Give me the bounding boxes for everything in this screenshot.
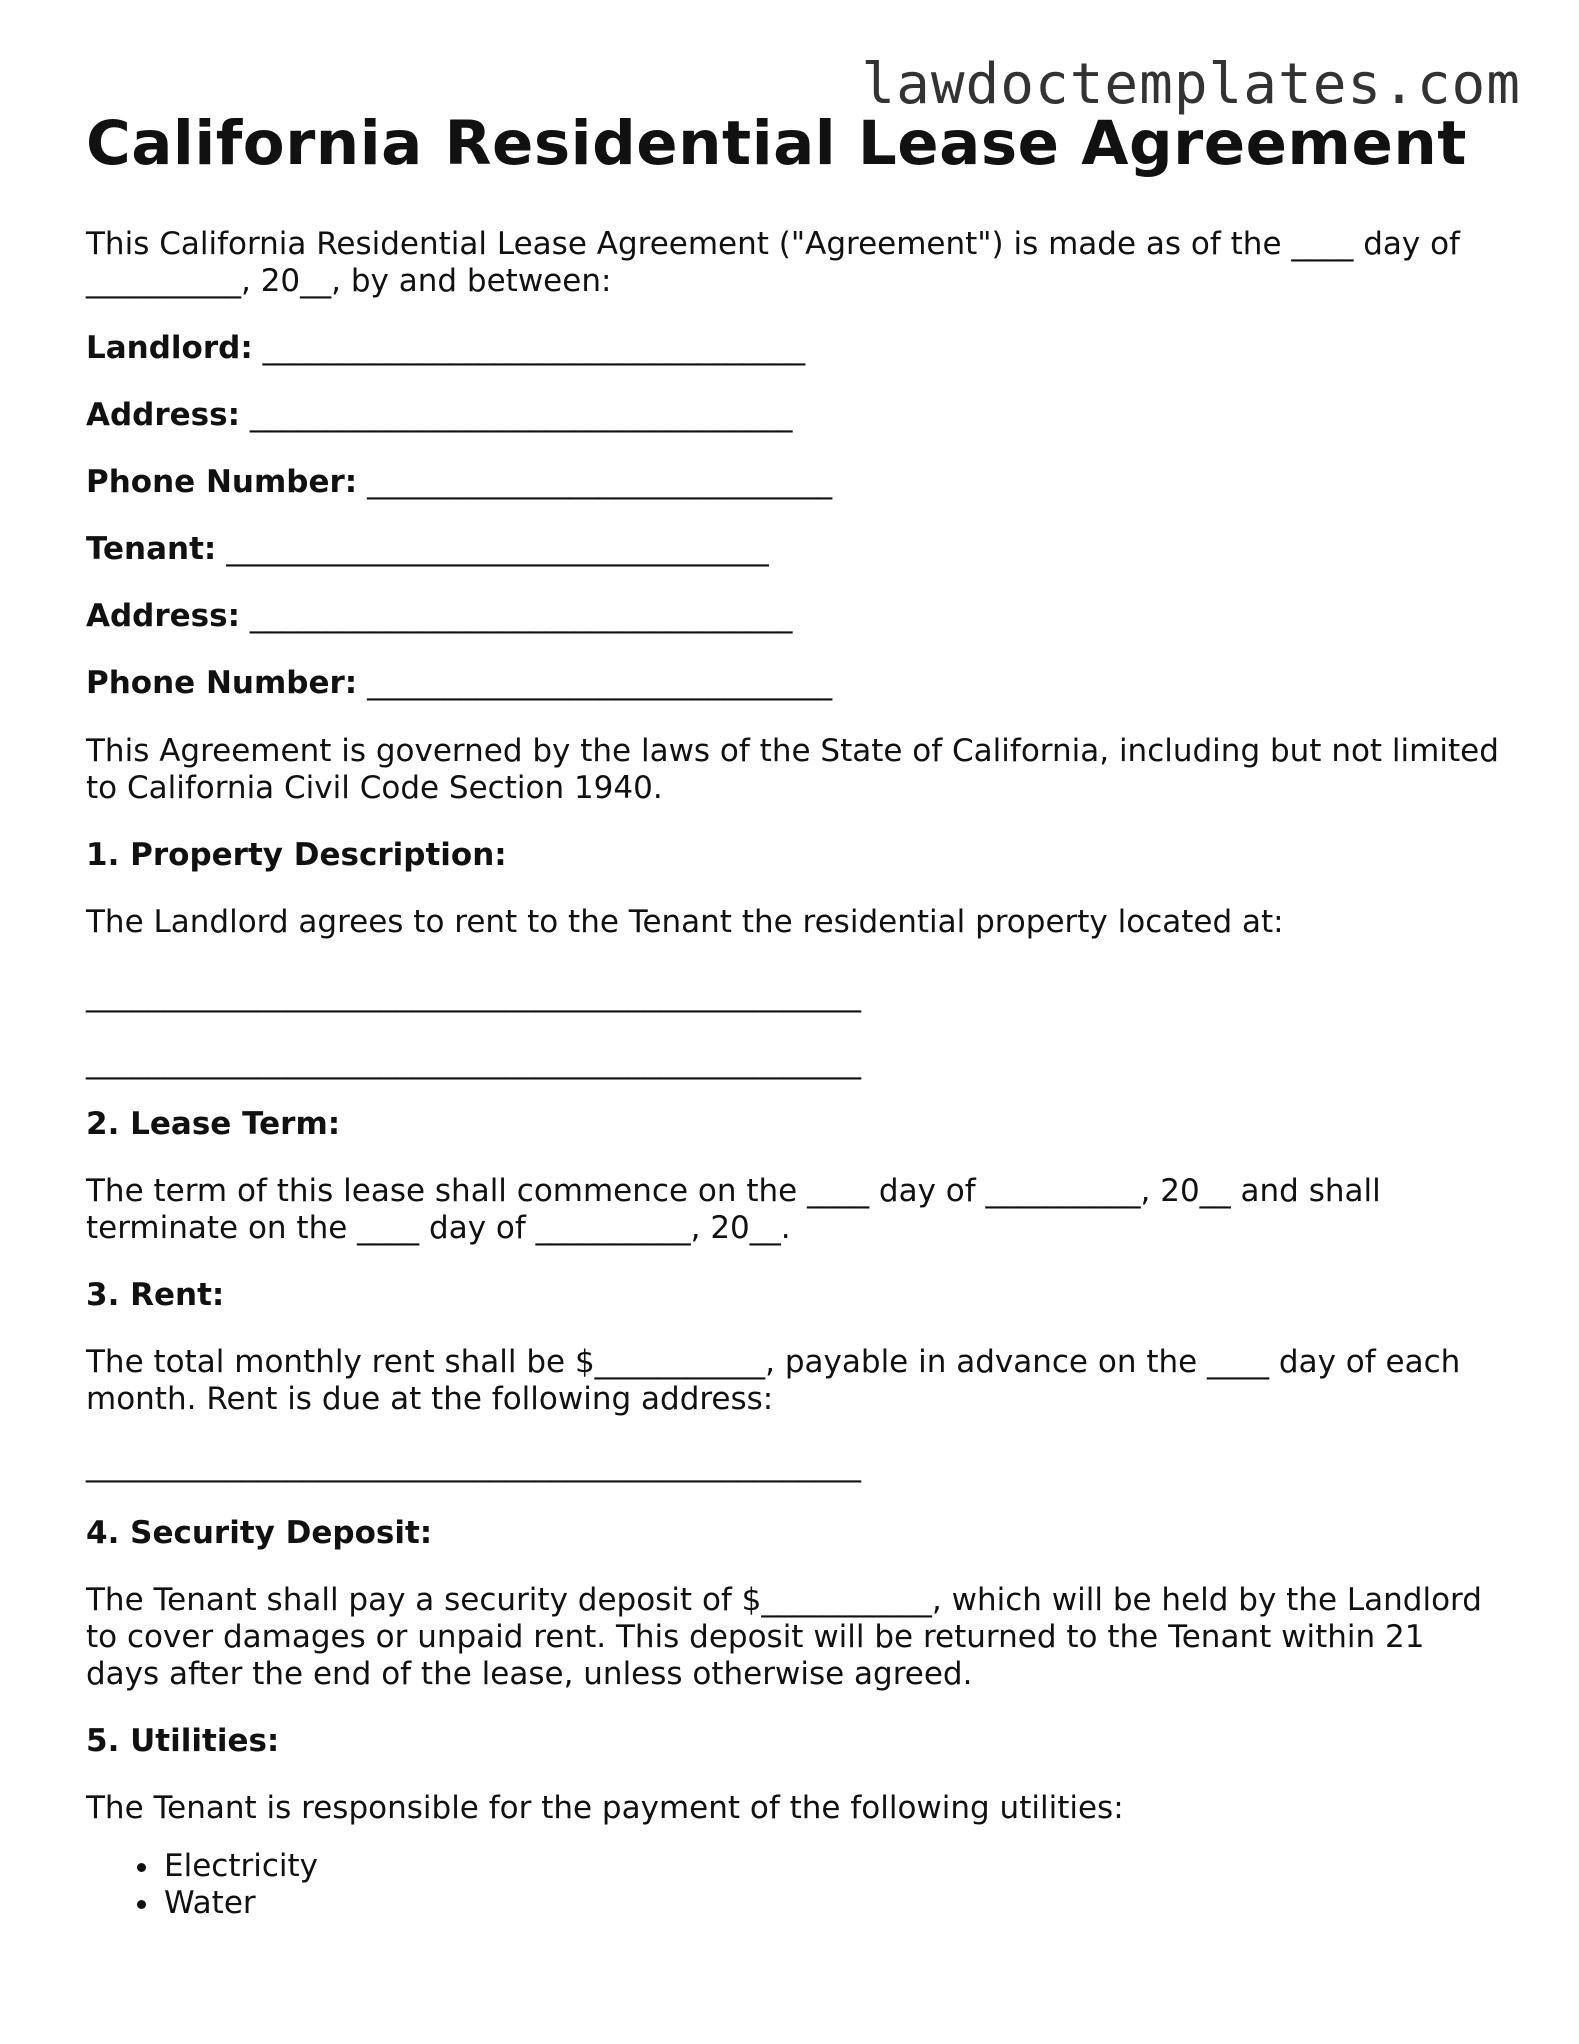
landlord-field[interactable] <box>86 330 805 367</box>
section-heading-lease-term: 2. Lease Term: <box>86 1106 341 1142</box>
utilities-paragraph: The Tenant is responsible for the payment of the following utilities: <box>86 1790 1124 1826</box>
intro-paragraph: This California Residential Lease Agreement ("Agreement") is made as of the ____ day of __________, 20__, by and between: <box>86 226 1460 299</box>
lease-term-paragraph: The term of this lease shall commence on the ____ day of __________, 20__ and shall terminate on the ____ day of __________, 20__. <box>86 1173 1381 1246</box>
field-blank[interactable]: ___________________________________ <box>249 397 793 433</box>
field-label: Tenant: <box>86 531 217 567</box>
governing-law-paragraph: This Agreement is governed by the laws of the State of California, including but not limited to California Civil Code Section 1940. <box>86 733 1499 806</box>
landlord-phone-field[interactable] <box>86 464 832 501</box>
section-heading-security-deposit: 4. Security Deposit: <box>86 1515 433 1551</box>
field-blank[interactable]: ______________________________ <box>367 464 833 500</box>
document-title: California Residential Lease Agreement <box>86 108 1467 179</box>
field-label: Phone Number: <box>86 665 358 701</box>
tenant-phone-field[interactable] <box>86 665 832 702</box>
list-item: • Electricity <box>162 1848 318 1885</box>
list-item: • Water <box>162 1885 318 1922</box>
field-blank[interactable]: ___________________________________ <box>262 330 806 366</box>
property-address-blank[interactable]: __________________________________________________ <box>86 977 861 1013</box>
site-watermark: lawdoctemplates.com <box>861 52 1521 117</box>
landlord-address-field[interactable] <box>86 397 792 434</box>
field-label: Landlord: <box>86 330 253 366</box>
tenant-address-field[interactable] <box>86 598 792 635</box>
tenant-field[interactable] <box>86 531 769 568</box>
section-heading-rent: 3. Rent: <box>86 1277 225 1313</box>
section-heading-utilities: 5. Utilities: <box>86 1723 280 1759</box>
field-label: Phone Number: <box>86 464 358 500</box>
field-label: Address: <box>86 598 240 634</box>
field-blank[interactable]: ___________________________________ <box>249 598 793 634</box>
property-address-blank[interactable]: __________________________________________________ <box>86 1044 861 1080</box>
rent-paragraph: The total monthly rent shall be $___________, payable in advance on the ____ day of each month. Rent is due at the following address: <box>86 1344 1461 1417</box>
section-heading-property: 1. Property Description: <box>86 837 507 873</box>
field-blank[interactable]: ______________________________ <box>367 665 833 701</box>
security-deposit-paragraph: The Tenant shall pay a security deposit of $___________, which will be held by the Landlord to cover damages or unpaid rent. This deposit will be returned to the Tenant within 21 days after the end of the lease, unless otherwise agreed. <box>86 1582 1482 1692</box>
property-paragraph: The Landlord agrees to rent to the Tenant the residential property located at: <box>86 904 1284 940</box>
utilities-list <box>86 1848 318 1922</box>
field-blank[interactable]: ___________________________________ <box>226 531 769 567</box>
rent-address-blank[interactable]: __________________________________________________ <box>86 1447 861 1483</box>
field-label: Address: <box>86 397 240 433</box>
